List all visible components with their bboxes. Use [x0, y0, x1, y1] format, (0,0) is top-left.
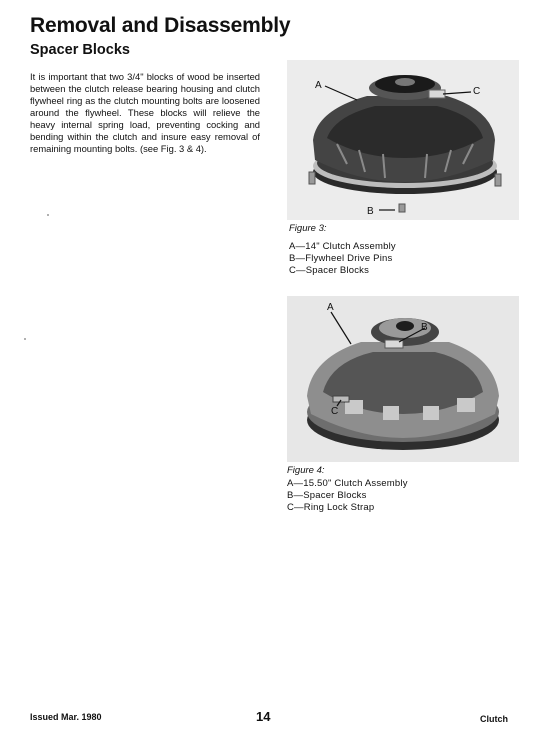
- callout-c: C: [331, 406, 339, 417]
- clutch-assembly-14-illustration: [287, 60, 519, 220]
- callout-a: A: [315, 80, 322, 91]
- callout-a: A: [327, 302, 334, 313]
- scan-speck: [24, 338, 26, 340]
- scan-speck: [47, 214, 49, 216]
- clutch-assembly-15-50-illustration: [287, 296, 519, 462]
- body-paragraph: It is important that two 3/4" blocks of wood be inserted between the clutch release bearing housing and clutch flywheel ring as the clutch mounting bolts are loosened around the flywheel. These blocks will relieve the heavy internal spring load, preventing cocking and bending within the clutch and insure easy removal of remaining mounting bolts. (see Fig. 3 & 4).: [30, 71, 260, 154]
- footer-issued-date: Issued Mar. 1980: [30, 712, 102, 722]
- callout-c: C: [473, 86, 481, 97]
- footer-section: Clutch: [480, 714, 508, 724]
- page-title: Removal and Disassembly: [30, 14, 291, 37]
- section-heading: Spacer Blocks: [30, 42, 130, 58]
- figure-3-item-b: B—Flywheel Drive Pins: [289, 253, 393, 264]
- figure-4-item-c: C—Ring Lock Strap: [287, 502, 375, 513]
- figure-3-item-c: C—Spacer Blocks: [289, 265, 370, 276]
- callout-b: B: [421, 322, 428, 333]
- figure-3-caption-title: Figure 3:: [289, 223, 327, 234]
- figure-3-item-a: A—14" Clutch Assembly: [289, 241, 396, 252]
- footer-page-number: 14: [256, 709, 271, 724]
- callout-b: B: [367, 206, 374, 217]
- figure-4-photo: [287, 296, 519, 462]
- figure-4-item-a: A—15.50" Clutch Assembly: [287, 478, 408, 489]
- figure-4-item-b: B—Spacer Blocks: [287, 490, 367, 501]
- figure-4-caption-title: Figure 4:: [287, 465, 325, 476]
- figure-3-photo: [287, 60, 519, 220]
